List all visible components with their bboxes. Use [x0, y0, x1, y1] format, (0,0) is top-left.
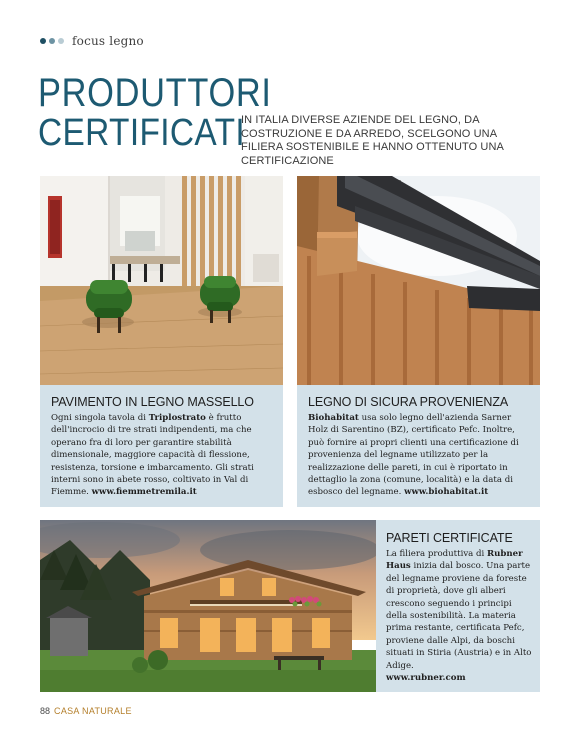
- page-footer: [40, 706, 132, 716]
- walls-info-box: [376, 520, 540, 692]
- floor-text: è frutto dell'incrocio di tre strati indipendenti, ma che operano fra di loro per garantire stabilità dimensionale, maggiore capacità di flessione, resistenza, torsione e imbarcamento. Gli strati interni sono in abete rosso, coltivato in Val di Fiemme.: [51, 413, 254, 498]
- wood-website: www.biohabitat.it: [404, 487, 489, 498]
- wood-box-title: LEGNO DI SICURA PROVENIENZA: [308, 395, 509, 409]
- wood-brand: Biohabitat: [308, 413, 359, 423]
- page-title-line1: PRODUTTORI: [38, 71, 272, 115]
- page-number: 88: [40, 706, 51, 716]
- walls-box-body: [386, 548, 534, 684]
- section-tag: [40, 34, 144, 48]
- section-dot: [58, 38, 64, 44]
- walls-brand: Rubner Haus: [386, 549, 523, 572]
- wood-info-box: [297, 385, 540, 507]
- wooden-facade-photo: [297, 176, 540, 385]
- interior-floor-photo: [40, 176, 283, 385]
- wood-box-body: [308, 412, 531, 499]
- magazine-name: CASA NATURALE: [54, 706, 132, 716]
- floor-text: Ogni singola tavola di: [51, 413, 149, 423]
- floor-brand: Triplostrato: [148, 413, 206, 423]
- floor-info-box: [40, 385, 283, 507]
- section-label: focus legno: [72, 34, 144, 48]
- timber-house-photo: [40, 520, 376, 692]
- section-dot: [40, 38, 46, 44]
- walls-text: La filiera produttiva di: [386, 549, 488, 559]
- floor-website: www.fiemmetremila.it: [91, 487, 197, 498]
- intro-text: IN ITALIA DIVERSE AZIENDE DEL LEGNO, DA COSTRUZIONE E DA ARREDO, SCELGONO UNA FILIERA SOSTENIBILE E HANNO OTTENUTO UNA CERTIFICAZIONE: [241, 114, 504, 167]
- walls-text: inizia dal bosco. Una parte del legname proviene da foreste di proprietà, dove gli alberi crescono seguendo i principi della sostenibilità. La materia prima restante, certificata Pefc, proviene dalle Alpi, da boschi situati in Stiria (Austria) e in Alto Adige.: [386, 561, 532, 671]
- floor-box-body: [51, 412, 274, 499]
- section-dot: [49, 38, 55, 44]
- floor-box-title: PAVIMENTO IN LEGNO MASSELLO: [51, 395, 254, 409]
- walls-website: www.rubner.com: [386, 673, 466, 684]
- wood-text: usa solo legno dell'azienda Sarner Holz di Sarentino (BZ), certificato Pefc. Inoltre, può fornire ai propri clienti una certificazione di provenienza del legname utilizzato per la realizzazione delle pareti, in cui è riportato in dettaglio la zona (comune, località) e la data di esbosco del legname.: [308, 413, 519, 498]
- page-title-line2: CERTIFICATI: [38, 112, 246, 154]
- walls-box-title: PARETI CERTIFICATE: [386, 531, 513, 545]
